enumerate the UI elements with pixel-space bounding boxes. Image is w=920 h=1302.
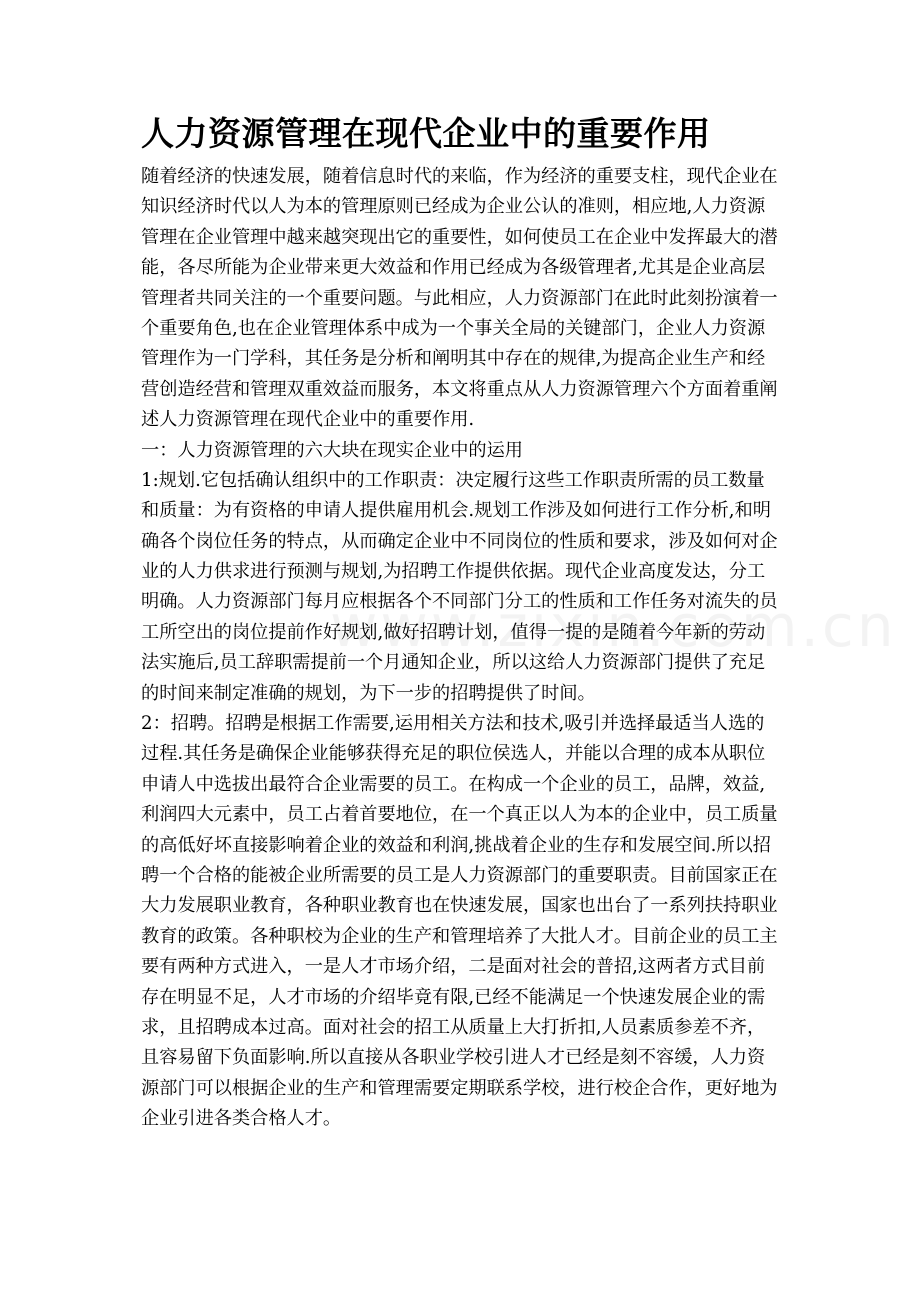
document-title: 人力资源管理在现代企业中的重要作用 — [141, 114, 711, 153]
body-line: 且容易留下负面影响.所以直接从各职业学校引进人才已经是刻不容缓，人力资 — [141, 1047, 766, 1069]
body-line: 随着经济的快速发展，随着信息时代的来临，作为经济的重要支柱，现代企业在 — [141, 166, 778, 187]
section-heading: 一：人力资源管理的六大块在现实企业中的运用 — [141, 439, 523, 461]
body-line: 要有两种方式进入，一是人才市场介绍，二是面对社会的普招,这两者方式目前 — [141, 956, 766, 978]
body-line: 1:规划.它包括确认组织中的工作职责：决定履行这些工作职责所需的员工数量 — [141, 469, 765, 491]
body-line: 述人力资源管理在现代企业中的重要作用. — [141, 409, 475, 431]
body-line: 知识经济时代以人为本的管理原则已经成为企业公认的准则，相应地,人力资源 — [141, 196, 766, 218]
body-line: 法实施后,员工辞职需提前一个月通知企业，所以这给人力资源部门提供了充足 — [141, 652, 766, 674]
body-line: 存在明显不足，人才市场的介绍毕竟有限,已经不能满足一个快速发展企业的需 — [141, 986, 766, 1008]
body-line: 管理者共同关注的一个重要问题。与此相应，人力资源部门在此时此刻扮演着一 — [141, 287, 778, 309]
body-line: 的高低好坏直接影响着企业的效益和利润,挑战着企业的生存和发展空间.所以招 — [141, 834, 771, 856]
body-line: 2：招聘。招聘是根据工作需要,运用相关方法和技术,吸引并选择最适当人选的 — [141, 713, 765, 735]
document-body — [141, 162, 783, 1135]
body-line: 申请人中选拔出最符合企业需要的员工。在构成一个企业的员工，品牌，效益, — [141, 773, 766, 795]
body-line: 教育的政策。各种职校为企业的生产和管理培养了大批人才。目前企业的员工主 — [141, 925, 778, 947]
body-line: 和质量：为有资格的申请人提供雇用机会.规划工作涉及如何进行工作分析,和明 — [141, 500, 771, 522]
body-line: 管理在企业管理中越来越突现出它的重要性，如何使员工在企业中发挥最大的潜 — [141, 226, 778, 248]
body-line: 能，各尽所能为企业带来更大效益和作用已经成为各级管理者,尤其是企业高层 — [141, 257, 766, 279]
body-line: 源部门可以根据企业的生产和管理需要定期联系学校，进行校企合作，更好地为 — [141, 1077, 778, 1099]
body-line: 明确。人力资源部门每月应根据各个不同部门分工的性质和工作任务对流失的员 — [141, 591, 778, 613]
body-line: 企业引进各类合格人才。 — [141, 1108, 342, 1130]
body-line: 管理作为一门学科，其任务是分析和阐明其中存在的规律,为提高企业生产和经 — [141, 348, 766, 370]
body-line: 大力发展职业教育，各种职业教育也在快速发展，国家也出台了一系列扶持职业 — [141, 895, 778, 917]
body-line: 工所空出的岗位提前作好规划,做好招聘计划，值得一提的是随着今年新的劳动 — [141, 621, 766, 643]
body-line: 业的人力供求进行预测与规划,为招聘工作提供依据。现代企业高度发达，分工 — [141, 561, 766, 583]
body-line: 过程.其任务是确保企业能够获得充足的职位侯选人，并能以合理的成本从职位 — [141, 743, 766, 765]
body-line: 聘一个合格的能被企业所需要的员工是人力资源部门的重要职责。目前国家正在 — [141, 864, 778, 886]
body-line: 营创造经营和管理双重效益而服务，本文将重点从人力资源管理六个方面着重阐 — [141, 378, 778, 400]
body-line: 的时间来制定准确的规划，为下一步的招聘提供了时间。 — [141, 682, 596, 704]
body-line: 个重要角色,也在企业管理体系中成为一个事关全局的关键部门，企业人力资源 — [141, 317, 766, 339]
body-line: 利润四大元素中，员工占着首要地位，在一个真正以人为本的企业中，员工质量 — [141, 804, 778, 826]
body-line: 求，且招聘成本过高。面对社会的招工从质量上大打折扣,人员素质参差不齐， — [141, 1016, 766, 1038]
body-line: 确各个岗位任务的特点，从而确定企业中不同岗位的性质和要求，涉及如何对企 — [141, 530, 778, 552]
